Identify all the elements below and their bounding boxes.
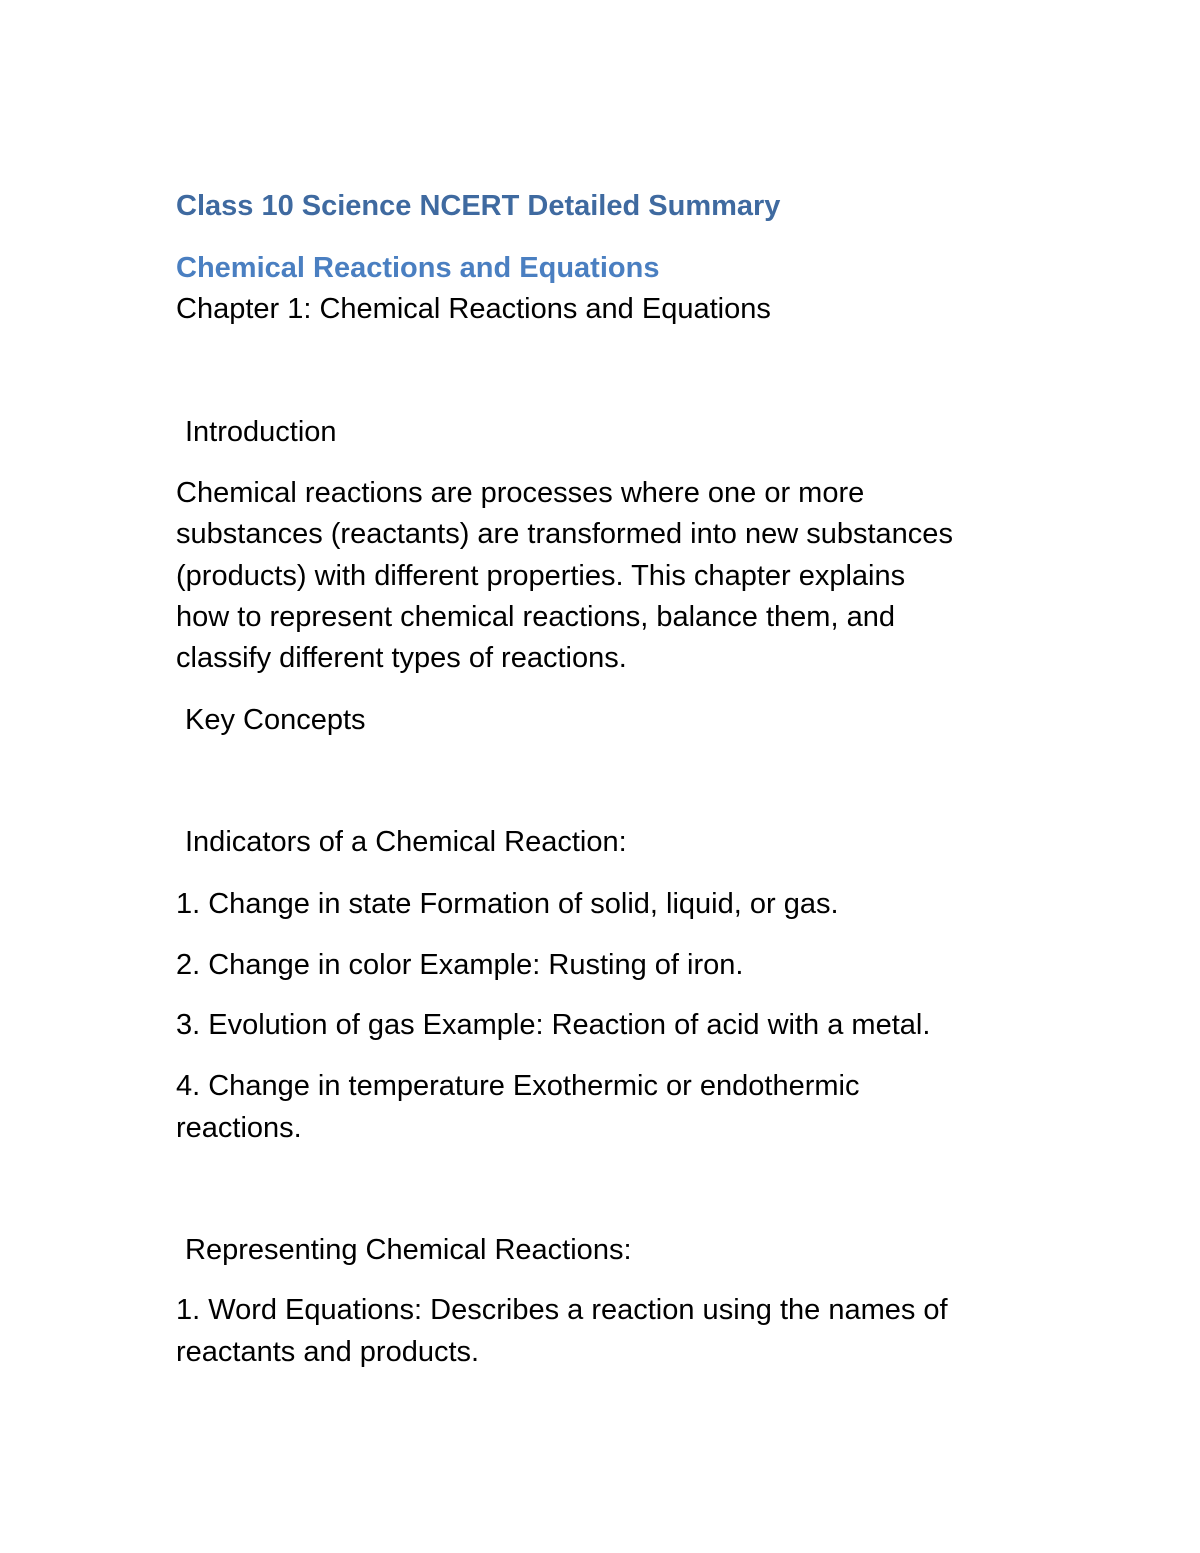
key-concepts-heading: Key Concepts (185, 704, 366, 736)
paragraph-line: Chemical reactions are processes where one or more (176, 477, 865, 509)
list-item-continuation: reactions. (176, 1112, 302, 1144)
paragraph-line: classify different types of reactions. (176, 642, 627, 674)
list-item: 1. Change in state Formation of solid, liquid, or gas. (176, 888, 839, 920)
representing-heading: Representing Chemical Reactions: (185, 1234, 632, 1266)
indicators-heading: Indicators of a Chemical Reaction: (185, 826, 627, 858)
paragraph-line: substances (reactants) are transformed into new substances (176, 518, 953, 550)
document-title: Class 10 Science NCERT Detailed Summary (176, 190, 781, 222)
chapter-heading: Chapter 1: Chemical Reactions and Equations (176, 293, 771, 325)
list-item: 4. Change in temperature Exothermic or endothermic (176, 1070, 860, 1102)
document-subtitle: Chemical Reactions and Equations (176, 252, 660, 284)
paragraph-line: how to represent chemical reactions, balance them, and (176, 601, 895, 633)
list-item: 1. Word Equations: Describes a reaction using the names of (176, 1294, 948, 1326)
paragraph-line: (products) with different properties. This chapter explains (176, 560, 906, 592)
introduction-heading: Introduction (185, 416, 337, 448)
list-item: 3. Evolution of gas Example: Reaction of acid with a metal. (176, 1009, 931, 1041)
list-item: 2. Change in color Example: Rusting of iron. (176, 949, 744, 981)
list-item-continuation: reactants and products. (176, 1336, 480, 1368)
